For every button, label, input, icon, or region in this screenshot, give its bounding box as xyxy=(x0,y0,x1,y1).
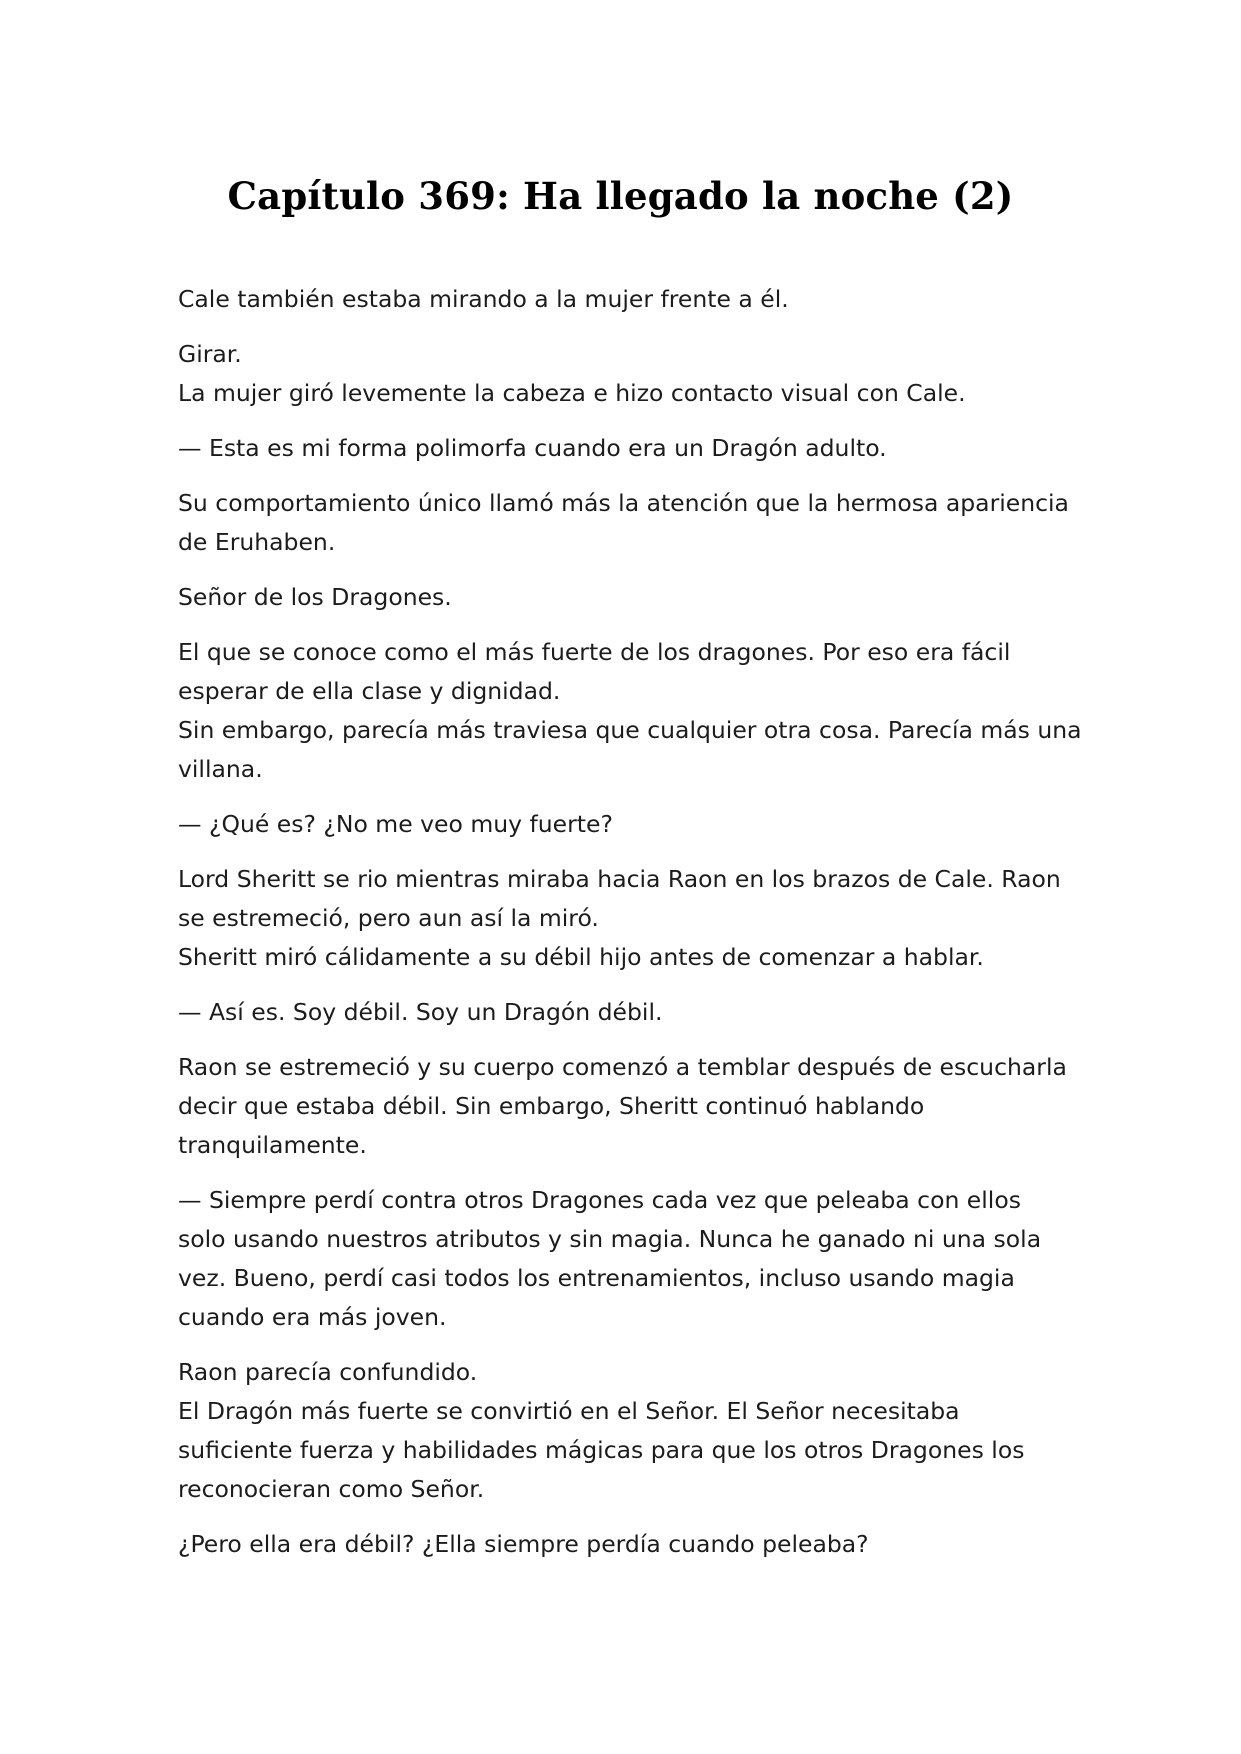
text-line: Lord Sheritt se rio mientras miraba hacia Raon en los brazos de Cale. Raon xyxy=(178,865,1061,893)
text-line: ¿Pero ella era débil? ¿Ella siempre perdía cuando peleaba? xyxy=(178,1530,869,1558)
text-line: decir que estaba débil. Sin embargo, Sheritt continuó hablando xyxy=(178,1092,925,1120)
paragraph xyxy=(178,633,1082,789)
text-line: La mujer giró levemente la cabeza e hizo contacto visual con Cale. xyxy=(178,379,966,407)
paragraph xyxy=(178,1181,1078,1337)
paragraph xyxy=(178,805,1078,844)
text-line: de Eruhaben. xyxy=(178,528,336,556)
text-line: cuando era más joven. xyxy=(178,1303,447,1331)
text-line: Sheritt miró cálidamente a su débil hijo antes de comenzar a hablar. xyxy=(178,943,984,971)
text-line: Raon se estremeció y su cuerpo comenzó a temblar después de escucharla xyxy=(178,1053,1067,1081)
paragraph xyxy=(178,578,1078,617)
paragraph xyxy=(178,1353,1078,1509)
text-line: — ¿Qué es? ¿No me veo muy fuerte? xyxy=(178,810,613,838)
chapter-body xyxy=(178,280,1082,1580)
text-line: — Esta es mi forma polimorfa cuando era un Dragón adulto. xyxy=(178,434,887,462)
text-line: Raon parecía confundido. xyxy=(178,1358,478,1386)
text-line: se estremeció, pero aun así la miró. xyxy=(178,904,599,932)
text-line: reconocieran como Señor. xyxy=(178,1475,485,1503)
text-line: esperar de ella clase y dignidad. xyxy=(178,677,561,705)
text-line: villana. xyxy=(178,755,263,783)
text-line: — Siempre perdí contra otros Dragones cada vez que peleaba con ellos xyxy=(178,1186,1021,1214)
text-line: Su comportamiento único llamó más la atención que la hermosa apariencia xyxy=(178,489,1069,517)
paragraph xyxy=(178,429,1078,468)
chapter-title: Capítulo 369: Ha llegado la noche (2) xyxy=(227,174,1014,218)
paragraph xyxy=(178,860,1078,977)
text-line: Cale también estaba mirando a la mujer frente a él. xyxy=(178,285,789,313)
text-line: solo usando nuestros atributos y sin magia. Nunca he ganado ni una sola xyxy=(178,1225,1042,1253)
paragraph xyxy=(178,993,1078,1032)
paragraph xyxy=(178,484,1078,562)
text-line: Girar. xyxy=(178,340,242,368)
paragraph xyxy=(178,1048,1078,1165)
paragraph xyxy=(178,1525,1078,1564)
text-line: vez. Bueno, perdí casi todos los entrenamientos, incluso usando magia xyxy=(178,1264,1015,1292)
text-line: Señor de los Dragones. xyxy=(178,583,452,611)
paragraph xyxy=(178,335,1078,413)
text-line: Sin embargo, parecía más traviesa que cualquier otra cosa. Parecía más una xyxy=(178,716,1082,744)
text-line: El Dragón más fuerte se convirtió en el Señor. El Señor necesitaba xyxy=(178,1397,960,1425)
text-line: tranquilamente. xyxy=(178,1131,367,1159)
text-line: El que se conoce como el más fuerte de los dragones. Por eso era fácil xyxy=(178,638,1011,666)
text-line: suficiente fuerza y habilidades mágicas para que los otros Dragones los xyxy=(178,1436,1025,1464)
paragraph xyxy=(178,280,1078,319)
text-line: — Así es. Soy débil. Soy un Dragón débil. xyxy=(178,998,663,1026)
